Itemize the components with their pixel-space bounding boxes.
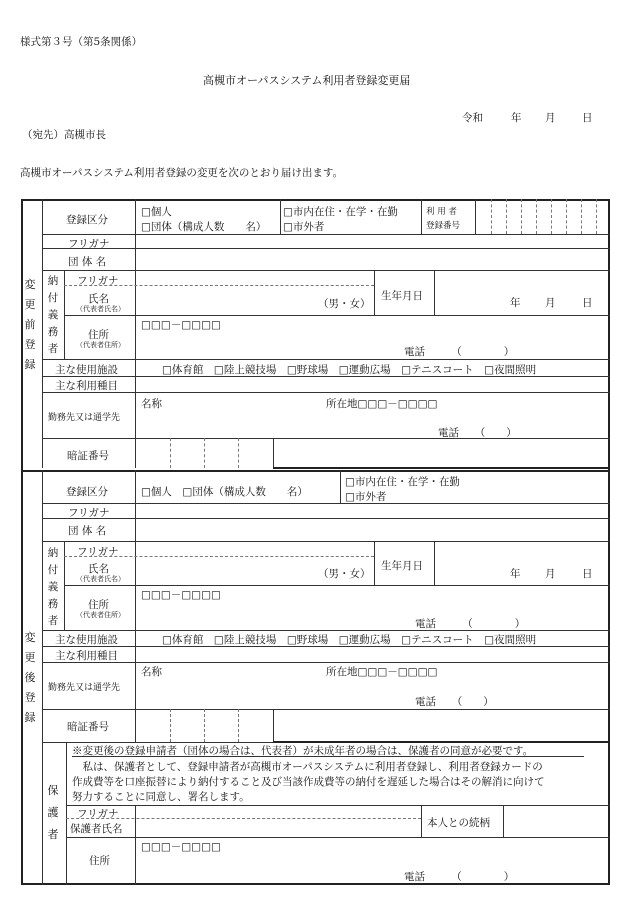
after-work-location: 所在地□□□－□□□□	[326, 666, 438, 678]
after-work-phone: 電話 （ ）	[415, 696, 494, 708]
before-postal: □□□－□□□□	[141, 319, 221, 331]
before-user-no-label-2: 登録番号	[426, 221, 461, 231]
before-phone: 電話 （ ）	[404, 346, 515, 358]
before-opt-outside[interactable]: □市外者	[283, 221, 325, 233]
guardian-phone: 電話 （ ）	[404, 871, 515, 883]
before-reg-type-label: 登録区分	[66, 214, 108, 226]
before-work-location: 所在地□□□－□□□□	[326, 398, 438, 410]
before-furigana-label: フリガナ	[68, 238, 110, 250]
before-opt-individual[interactable]: □個人	[141, 206, 172, 218]
date-year: 年	[511, 112, 522, 124]
after-payer-furigana: フリガナ	[77, 546, 119, 558]
guardian-relation-label: 本人との続柄	[427, 817, 490, 829]
after-reg-options[interactable]: □個人 □団体（構成人数 名）	[141, 486, 308, 498]
after-reg-type-label: 登録区分	[66, 486, 108, 498]
after-work-label: 勤務先又は通学先	[48, 683, 121, 693]
after-group-name-label: 団 体 名	[68, 525, 107, 537]
date-era: 令和	[462, 112, 483, 124]
after-address-label: 住所	[88, 599, 109, 611]
after-work-name: 名称	[141, 666, 162, 678]
before-address-label: 住所	[88, 329, 109, 341]
before-purpose-label: 主な利用種目	[55, 380, 118, 392]
after-gender: （男・女）	[318, 568, 371, 580]
guardian-name-label: 保護者氏名	[70, 823, 123, 835]
guardian-consent-2: 作成費等を口座振替により納付すること及び当該作成費等の納付を遅延した場合はその解消に向けて	[72, 776, 545, 788]
before-opt-group[interactable]: □団体（構成人数 名）	[141, 221, 267, 233]
guardian-consent-3: 努力することに同意し、署名します。	[72, 791, 250, 803]
before-opt-resident[interactable]: □市内在住・在学・在勤	[283, 206, 398, 218]
guardian-address-label: 住所	[89, 855, 110, 867]
before-section-label: 変更前登録	[24, 278, 36, 371]
before-user-no-label-1: 利 用 者	[426, 207, 457, 217]
after-opt-outside[interactable]: □市外者	[345, 491, 387, 503]
after-phone: 電話 （ ）	[415, 618, 526, 630]
after-birth-day: 日	[582, 568, 593, 580]
after-facilities[interactable]: □体育館 □陸上競技場 □野球場 □運動広場 □テニスコート □夜間照明	[162, 634, 537, 646]
guardian-notice: ※変更後の登録申請者（団体の場合は、代表者）が未成年者の場合は、保護者の同意が必要です。	[72, 745, 534, 757]
before-birth-year: 年	[510, 297, 521, 309]
addressee: （宛先）高槻市長	[22, 129, 106, 141]
guardian-consent-1: 私は、保護者として、登録申請者が高槻市オーパスシステムに利用者登録し、利用者登録カードの	[72, 761, 543, 773]
guardian-section-label: 保護者	[47, 784, 59, 841]
after-payer-label: 納付義務者	[47, 547, 59, 627]
guardian-postal: □□□－□□□□	[141, 841, 221, 853]
after-opt-resident[interactable]: □市内在住・在学・在勤	[345, 476, 460, 488]
guardian-furigana-label: フリガナ	[77, 808, 119, 820]
before-group-name-label: 団 体 名	[68, 256, 107, 268]
before-payer-label: 納付義務者	[47, 275, 59, 355]
after-address-sub: （代表者住所）	[76, 611, 125, 619]
date-month: 月	[545, 112, 556, 124]
before-work-phone: 電話 （ ）	[438, 427, 517, 439]
before-birth-label: 生年月日	[381, 290, 423, 302]
after-pin-label: 暗証番号	[67, 721, 109, 733]
before-birth-day: 日	[582, 297, 593, 309]
before-work-name: 名称	[141, 398, 162, 410]
before-facilities[interactable]: □体育館 □陸上競技場 □野球場 □運動広場 □テニスコート □夜間照明	[162, 364, 537, 376]
form-number: 様式第３号（第5条関係）	[20, 36, 143, 48]
before-name-label: 氏名	[88, 293, 109, 305]
after-furigana-label: フリガナ	[68, 507, 110, 519]
after-name-sub: （代表者氏名）	[76, 575, 125, 583]
after-section-label: 変更後登録	[24, 631, 36, 724]
before-payer-furigana: フリガナ	[77, 275, 119, 287]
after-purpose-label: 主な利用種目	[55, 650, 118, 662]
date-day: 日	[582, 112, 593, 124]
after-birth-year: 年	[510, 568, 521, 580]
before-name-sub: （代表者氏名）	[76, 305, 125, 313]
before-gender: （男・女）	[318, 298, 371, 310]
intro-text: 高槻市オーパスシステム利用者登録の変更を次のとおり届け出ます。	[20, 167, 344, 179]
before-pin-label: 暗証番号	[67, 450, 109, 462]
after-name-label: 氏名	[88, 563, 109, 575]
after-birth-label: 生年月日	[381, 560, 423, 572]
after-birth-month: 月	[545, 568, 556, 580]
form-title: 高槻市オーパスシステム利用者登録変更届	[203, 74, 411, 87]
before-birth-month: 月	[545, 297, 556, 309]
after-postal: □□□－□□□□	[141, 589, 221, 601]
before-facility-label: 主な使用施設	[55, 364, 118, 376]
before-work-label: 勤務先又は通学先	[48, 413, 121, 423]
after-facility-label: 主な使用施設	[55, 634, 118, 646]
before-address-sub: （代表者住所）	[76, 341, 125, 349]
